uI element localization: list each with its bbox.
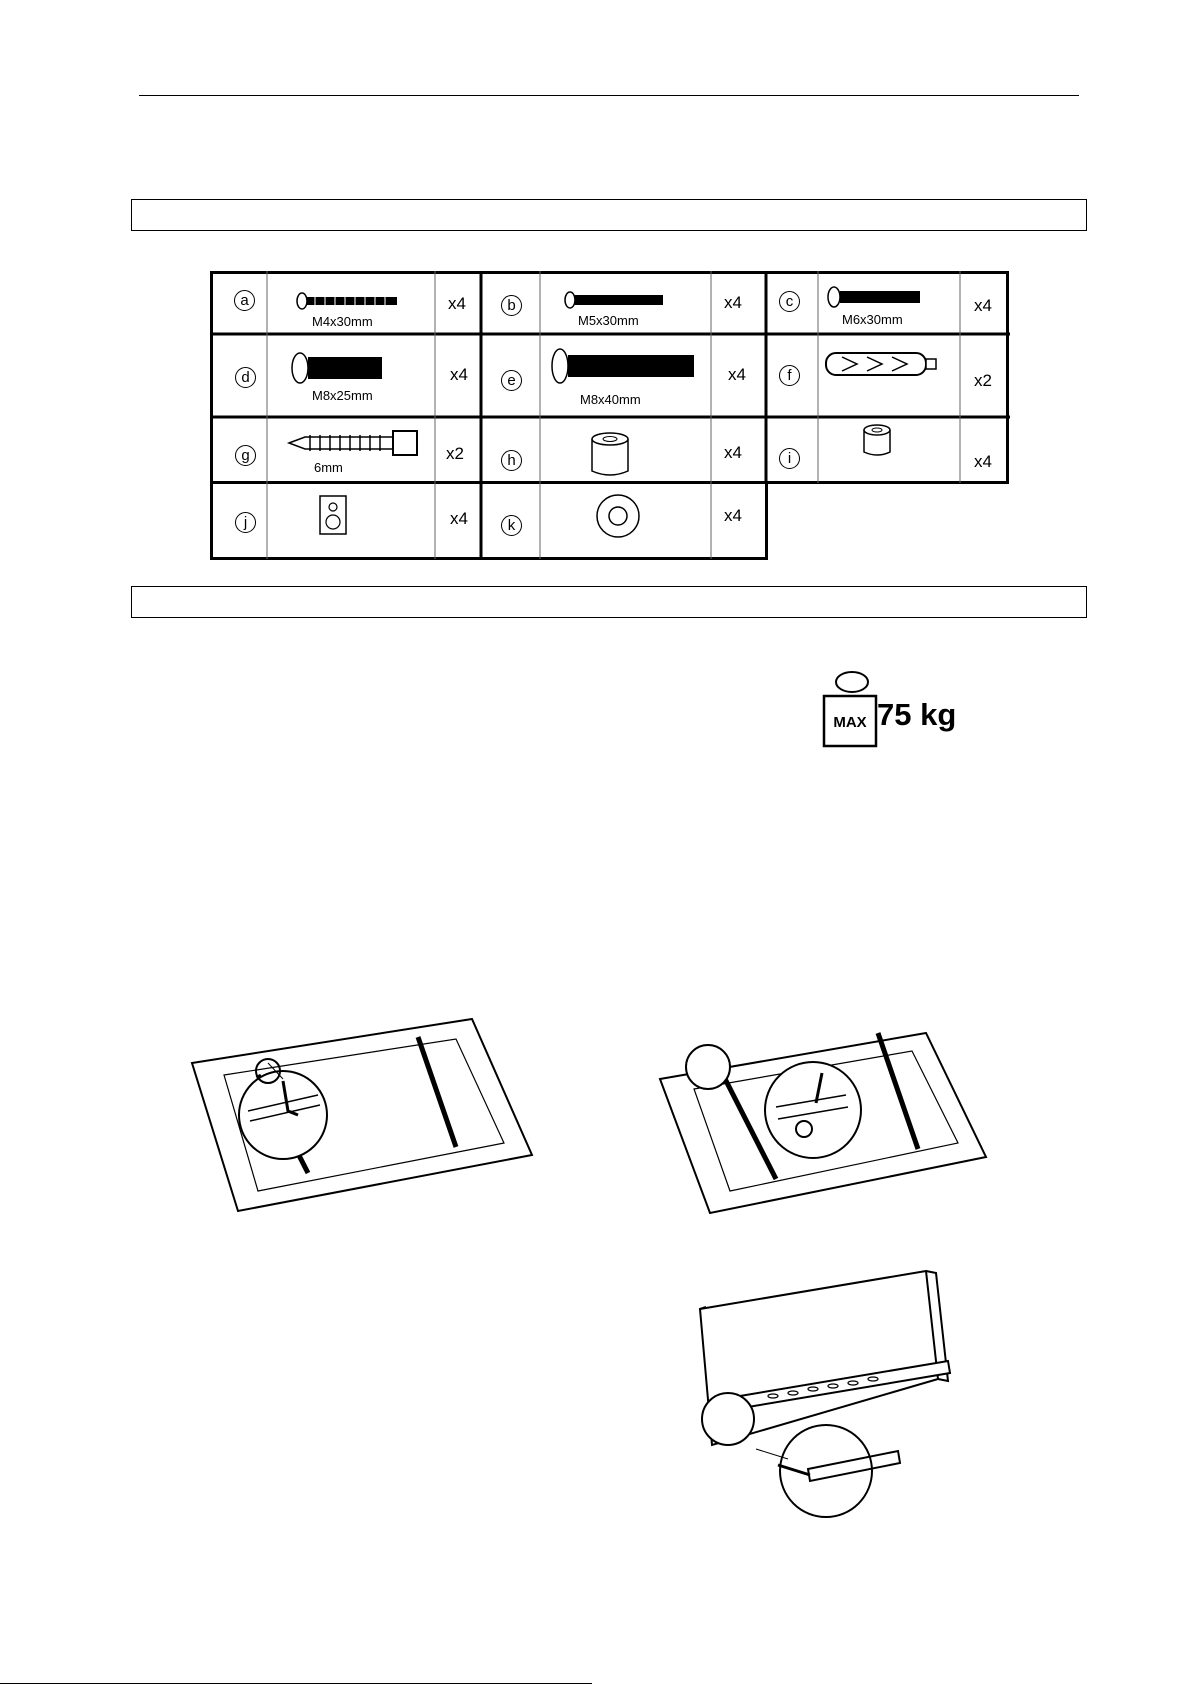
weight-icon [822,670,882,752]
screw-b-icon [563,290,673,310]
part-letter-a: a [234,290,255,311]
part-qty-h: x4 [724,443,742,462]
part-letter-c: c [779,291,800,312]
part-size-b: M5x30mm [578,313,639,328]
part-qty-j: x4 [450,509,468,528]
part-qty-d: x4 [450,365,468,384]
screw-a-icon [295,291,405,311]
max-load-value: 75 kg [877,697,957,732]
part-letter-k: k [501,515,522,536]
max-label: MAX [833,714,867,731]
footer-rule [0,1683,592,1684]
tv-bracket-attach-illustration [188,1015,538,1215]
part-size-g: 6mm [314,460,343,475]
part-size-e: M8x40mm [580,392,641,407]
part-letter-h: h [501,450,522,471]
part-qty-f: x2 [974,371,992,390]
part-qty-e: x4 [728,365,746,384]
large-spacer-icon [588,431,638,481]
part-qty-b: x4 [724,293,742,312]
screw-c-icon [826,285,926,309]
small-spacer-icon [860,422,900,462]
part-qty-a: x4 [448,294,466,313]
wall-plate-mounting-illustration [698,1269,958,1519]
part-size-d: M8x25mm [312,388,373,403]
part-letter-f: f [779,365,800,386]
section-heading-box-parts [131,199,1087,231]
max-load-badge [822,670,882,757]
washer-icon [594,492,642,540]
part-letter-b: b [501,295,522,316]
part-size-a: M4x30mm [312,314,373,329]
tv-bracket-spacers-illustration [656,1017,1006,1217]
part-letter-g: g [235,445,256,466]
wall-anchor-icon [822,349,942,379]
lag-bolt-icon [285,428,425,458]
screw-d-icon [290,351,390,385]
screw-e-icon [550,346,700,386]
part-qty-c: x4 [974,296,992,315]
header-rule [139,95,1079,96]
part-letter-j: j [235,512,256,533]
part-size-c: M6x30mm [842,312,903,327]
part-qty-g: x2 [446,444,464,463]
part-letter-e: e [501,370,522,391]
part-qty-i: x4 [974,452,992,471]
section-heading-box-mounting [131,586,1087,618]
part-qty-k: x4 [724,506,742,525]
mounting-plate-icon [318,494,348,536]
part-letter-d: d [235,367,256,388]
part-letter-i: i [779,448,800,469]
